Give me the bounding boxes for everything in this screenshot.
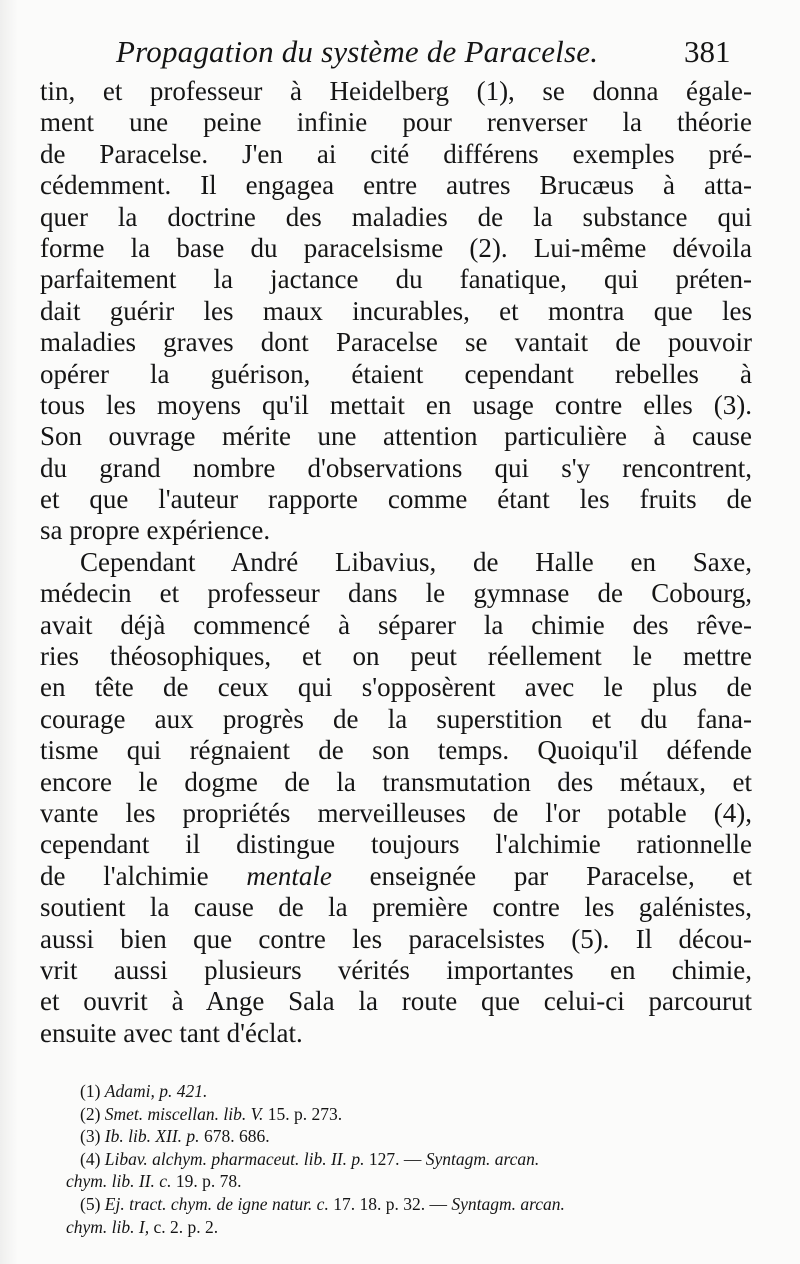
footnote-citation: Ib. lib. XII. p. bbox=[104, 1126, 200, 1147]
text-line: maladies graves dont Paracelse se vantait de pouvoir bbox=[40, 327, 752, 358]
text-line: de Paracelse. J'en ai cité différens exemples pré- bbox=[40, 138, 752, 169]
text-line: tisme qui régnaient de son temps. Quoiqu'il défende bbox=[40, 735, 752, 766]
text-line: et ouvrit à Ange Sala la route que celui-ci parcourut bbox=[40, 986, 752, 1017]
footnote-citation: Smet. miscellan. lib. V. bbox=[104, 1103, 264, 1124]
paragraph-end-line: ensuite avec tant d'éclat. bbox=[40, 1017, 303, 1048]
text-line: et que l'auteur rapporte comme étant les fruits de bbox=[40, 484, 752, 515]
text-line: du grand nombre d'observations qui s'y rencontrent, bbox=[40, 452, 752, 483]
text-line: avait déjà commencé à séparer la chimie des rêve- bbox=[40, 609, 752, 640]
text-line: encore le dogme de la transmutation des métaux, et bbox=[40, 766, 752, 797]
footnote-marker: (3) bbox=[80, 1126, 101, 1147]
footnote-5-continued bbox=[66, 1216, 756, 1239]
footnote-4 bbox=[80, 1148, 756, 1171]
binding-shadow bbox=[0, 0, 18, 1264]
text-line: forme la base du paracelsisme (2). Lui-même dévoila bbox=[40, 232, 752, 263]
footnote-2 bbox=[80, 1103, 756, 1126]
paragraph-end-line: sa propre expérience. bbox=[40, 515, 271, 546]
footnotes bbox=[66, 1080, 756, 1238]
footnote-citation: 127. — bbox=[364, 1148, 426, 1169]
text-line: tin, et professeur à Heidelberg (1), se donna égale- bbox=[40, 76, 752, 106]
footnote-1 bbox=[80, 1080, 756, 1103]
text-line: soutient la cause de la première contre les galénistes, bbox=[40, 892, 752, 923]
text-line: courage aux progrès de la superstition et du fana- bbox=[40, 703, 752, 734]
text-line: aussi bien que contre les paracelsistes (5). Il décou- bbox=[40, 923, 752, 954]
footnote-citation: Libav. alchym. pharmaceut. lib. II. p. bbox=[104, 1148, 365, 1169]
text-line: vante les propriétés merveilleuses de l'or potable (4), bbox=[40, 797, 752, 828]
footnote-marker: (2) bbox=[80, 1103, 101, 1124]
text-line: dait guérir les maux incurables, et montra que les bbox=[40, 295, 752, 326]
footnote-citation: 17. 18. p. 32. — bbox=[328, 1193, 452, 1214]
text-line: Son ouvrage mérite une attention particulière à cause bbox=[40, 421, 752, 452]
text-line: parfaitement la jactance du fanatique, qui préten- bbox=[40, 264, 752, 295]
text-line: vrit aussi plusieurs vérités importantes en chimie, bbox=[40, 954, 752, 985]
footnote-marker: (5) bbox=[80, 1193, 101, 1214]
footnote-citation: 19. p. 78. bbox=[171, 1171, 242, 1192]
text-segment: de l'alchimie bbox=[40, 860, 247, 891]
footnote-citation: chym. lib. II. c. bbox=[66, 1171, 172, 1192]
footnote-citation: chym. lib. I, bbox=[66, 1216, 150, 1237]
italic-term: mentale bbox=[246, 860, 332, 891]
text-line: ment une peine infinie pour renverser la théorie bbox=[40, 107, 752, 138]
footnote-citation: Syntagm. arcan. bbox=[425, 1148, 540, 1169]
text-line: opérer la guérison, étaient cependant rebelles à bbox=[40, 358, 752, 389]
text-segment: enseignée par Paracelse, et bbox=[331, 860, 753, 891]
footnote-citation: Syntagm. arcan. bbox=[451, 1193, 565, 1214]
text-line: cependant il distingue toujours l'alchimie rationnelle bbox=[40, 829, 752, 860]
footnote-citation: 15. p. 273. bbox=[263, 1103, 343, 1124]
text-line-with-italic bbox=[40, 861, 752, 892]
footnote-citation: , p. 421. bbox=[150, 1081, 208, 1101]
footnote-4-continued bbox=[66, 1170, 756, 1193]
text-line: cédemment. Il engagea entre autres Brucæus à atta- bbox=[40, 170, 752, 201]
paragraph-start-line: Cependant André Libavius, de Halle en Saxe, bbox=[80, 546, 752, 577]
page-number: 381 bbox=[684, 34, 731, 69]
running-title: Propagation du système de Paracelse. bbox=[116, 34, 599, 69]
footnote-citation: Adami bbox=[104, 1081, 151, 1101]
footnote-5 bbox=[80, 1193, 756, 1216]
text-line: ries théosophiques, et on peut réellement le mettre bbox=[40, 641, 752, 672]
text-line: médecin et professeur dans le gymnase de Cobourg, bbox=[40, 578, 752, 609]
footnote-marker: (1) bbox=[80, 1081, 101, 1101]
text-line: en tête de ceux qui s'opposèrent avec le plus de bbox=[40, 672, 752, 703]
footnote-citation: Ej. tract. chym. de igne natur. c. bbox=[104, 1193, 329, 1214]
footnote-3 bbox=[80, 1125, 756, 1148]
footnote-citation: c. 2. p. 2. bbox=[149, 1216, 219, 1237]
footnote-marker: (4) bbox=[80, 1148, 101, 1169]
text-line: quer la doctrine des maladies de la substance qui bbox=[40, 201, 752, 232]
body-text bbox=[40, 76, 752, 1049]
running-head bbox=[0, 34, 800, 74]
text-line: tous les moyens qu'il mettait en usage contre elles (3). bbox=[40, 389, 752, 420]
footnote-citation: 678. 686. bbox=[199, 1126, 270, 1147]
